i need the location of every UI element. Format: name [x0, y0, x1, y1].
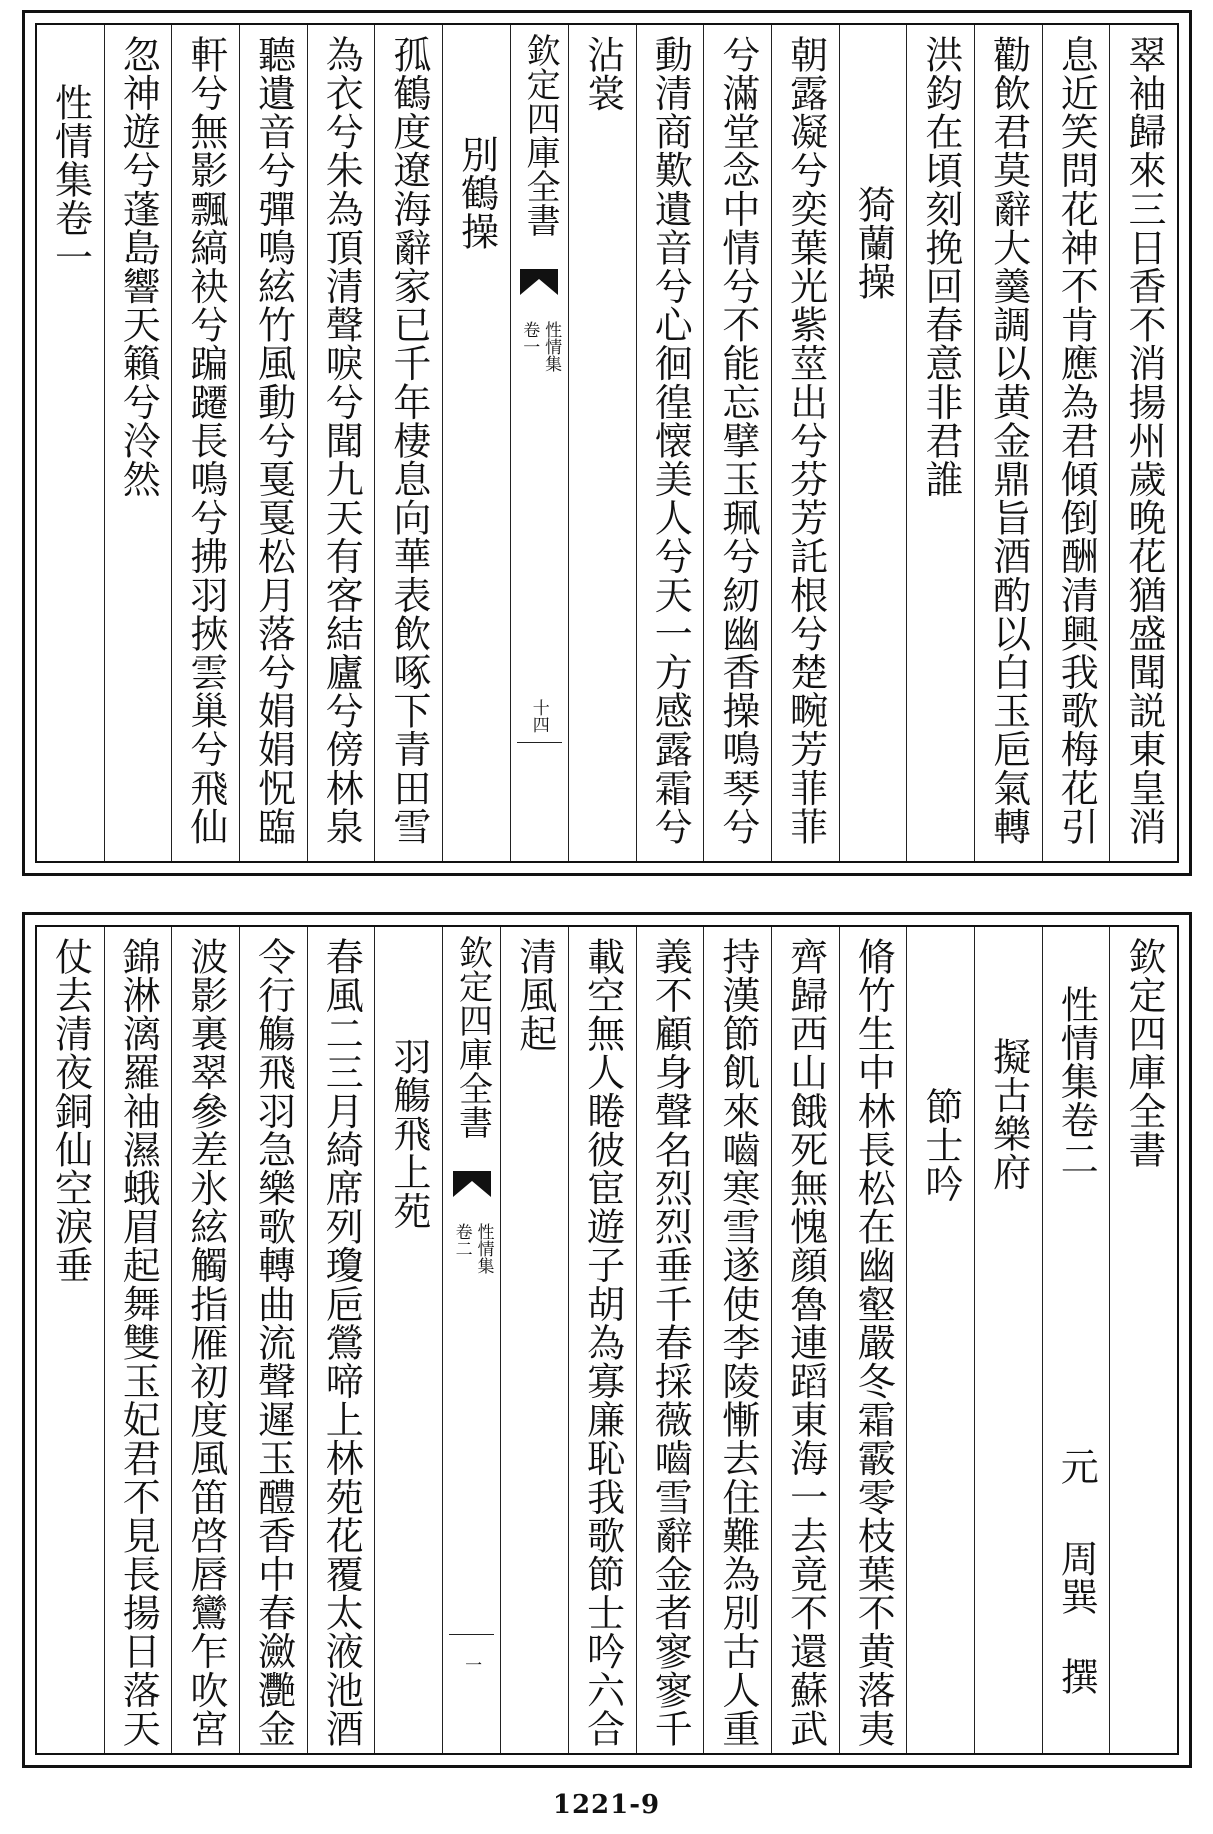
text-column: [568, 927, 636, 1753]
poem-title: 別鶴操: [454, 135, 499, 251]
text-column: [906, 927, 974, 1753]
text-column: [568, 25, 636, 861]
poem-line: 孤鶴度遼海辭家已千年棲息向華表飲啄下青田雪: [386, 35, 431, 846]
poem-line: 忽神遊兮蓬島響天籟兮泠然: [116, 35, 161, 499]
fold-volume: 卷二: [451, 1223, 472, 1257]
poem-line: 息近笑問花神不肯應為君傾倒酬清興我歌梅花引: [1054, 35, 1099, 846]
text-column: [104, 25, 172, 861]
fold-page-number: 一: [461, 1656, 482, 1673]
bottom-page-inner-frame: [35, 925, 1179, 1755]
bottom-page-columns: [37, 927, 1177, 1753]
text-column: [500, 927, 568, 1753]
poem-line: 仗去清夜銅仙空淚垂: [48, 937, 93, 1285]
poem-line: 脩竹生中林長松在幽壑嚴冬霜霰零枝葉不黄落夷: [851, 937, 896, 1748]
text-column: [37, 927, 104, 1753]
page-footer-number: 1221-9: [552, 1790, 661, 1820]
poem-line: 沾裳: [580, 35, 625, 113]
fold-book-title: 性情集: [541, 321, 562, 372]
poem-line: 波影裏翠參差氷絃觸指雁初度風笛啓唇鸞乍吹宮: [183, 937, 228, 1748]
poem-line: 春風二三月綺席列瓊巵鶯啼上林苑花覆太液池酒: [319, 937, 364, 1748]
poem-line: 清風起: [512, 937, 557, 1053]
poem-line: 令行觴飛羽急樂歌轉曲流聲遲玉醴香中春瀲灧金: [251, 937, 296, 1748]
center-fold: [442, 927, 500, 1753]
fold-page-number: 十四: [528, 699, 549, 733]
poem-title: 猗蘭操: [851, 185, 896, 301]
poem-line: 兮滿堂念中情兮不能忘擘玉珮兮紉幽香操鳴琴兮: [715, 35, 760, 846]
poem-line: 勸飲君莫辭大羹調以黄金鼎旨酒酌以白玉巵氣轉: [986, 35, 1031, 846]
text-column: [307, 927, 375, 1753]
volume-end-title: 性情集卷一: [48, 83, 93, 276]
poem-line: 義不顧身聲名烈烈垂千春採薇嚙雪辭金者寥寥千: [648, 937, 693, 1748]
volume-title: 性情集卷二: [1054, 985, 1099, 1178]
author-name: 周巽: [1054, 1539, 1099, 1615]
text-column: [1109, 927, 1177, 1753]
fishtail-mark-icon: [453, 1171, 491, 1197]
text-column: [1042, 927, 1110, 1753]
poem-line: 聽遺音兮彈鳴絃竹風動兮戛戛松月落兮娟娟怳臨: [251, 35, 296, 846]
text-column: [104, 927, 172, 1753]
center-fold: [510, 25, 568, 861]
text-column: [974, 927, 1042, 1753]
text-column: [974, 25, 1042, 861]
poem-line: 動清商歎遺音兮心徊徨懐美人兮天一方感露霜兮: [648, 35, 693, 846]
poem-title: 節士吟: [918, 1087, 963, 1203]
poem-line: 為衣兮朱為頂清聲唳兮聞九天有客結廬兮傍林泉: [319, 35, 364, 846]
text-column: [1109, 25, 1177, 861]
poem-title: 羽觴飛上苑: [386, 1037, 431, 1230]
poem-line: 洪鈞在頃刻挽回春意非君誰: [918, 35, 963, 499]
fold-divider: [517, 742, 562, 744]
text-column: [442, 25, 510, 861]
text-column: [839, 927, 907, 1753]
fold-collection-title: 欽定四庫全書: [452, 935, 493, 1139]
text-column: [771, 927, 839, 1753]
text-column: [906, 25, 974, 861]
author-role: 撰: [1054, 1657, 1099, 1695]
collection-heading: 欽定四庫全書: [1121, 937, 1166, 1169]
section-title: 擬古樂府: [986, 1037, 1031, 1192]
fishtail-mark-icon: [520, 269, 558, 295]
text-column: [636, 25, 704, 861]
poem-line: 持漢節飢來嚙寒雪遂使李陵慚去住難為別古人重: [715, 937, 760, 1748]
top-page-inner-frame: [35, 23, 1179, 863]
text-column: [839, 25, 907, 861]
text-column: [171, 25, 239, 861]
fold-book-label: [519, 321, 562, 372]
text-column: [771, 25, 839, 861]
author-dynasty: 元: [1054, 1447, 1099, 1485]
top-page-frame: [22, 10, 1192, 876]
fold-divider: [449, 1634, 494, 1636]
poem-line: 載空無人睠彼宦遊子胡為寡廉恥我歌節士吟六合: [580, 937, 625, 1748]
text-column: [374, 927, 442, 1753]
fold-collection-title: 欽定四庫全書: [520, 33, 561, 237]
text-column: [636, 927, 704, 1753]
text-column: [1042, 25, 1110, 861]
fold-volume: 卷一: [519, 321, 540, 355]
text-column: [307, 25, 375, 861]
poem-line: 齊歸西山餓死無愧顔魯連蹈東海一去竟不還蘇武: [783, 937, 828, 1748]
top-page-columns: [37, 25, 1177, 861]
text-column: [703, 927, 771, 1753]
poem-line: 朝露凝兮奕葉光紫莖出兮芬芳託根兮楚畹芳菲菲: [783, 35, 828, 846]
text-column: [703, 25, 771, 861]
text-column: [239, 927, 307, 1753]
bottom-page-frame: [22, 912, 1192, 1768]
text-column: [37, 25, 104, 861]
poem-line: 翠袖歸來三日香不消揚州歲晚花猶盛聞説東皇消: [1121, 35, 1166, 846]
poem-line: 錦淋漓羅袖濕蛾眉起舞雙玉妃君不見長揚日落天: [116, 937, 161, 1748]
fold-book-title: 性情集: [473, 1223, 494, 1274]
text-column: [239, 25, 307, 861]
poem-line: 軒兮無影飄縞袂兮蹁躚長鳴兮拂羽挾雲巢兮飛仙: [183, 35, 228, 846]
text-column: [171, 927, 239, 1753]
fold-book-label: [452, 1223, 492, 1274]
text-column: [374, 25, 442, 861]
